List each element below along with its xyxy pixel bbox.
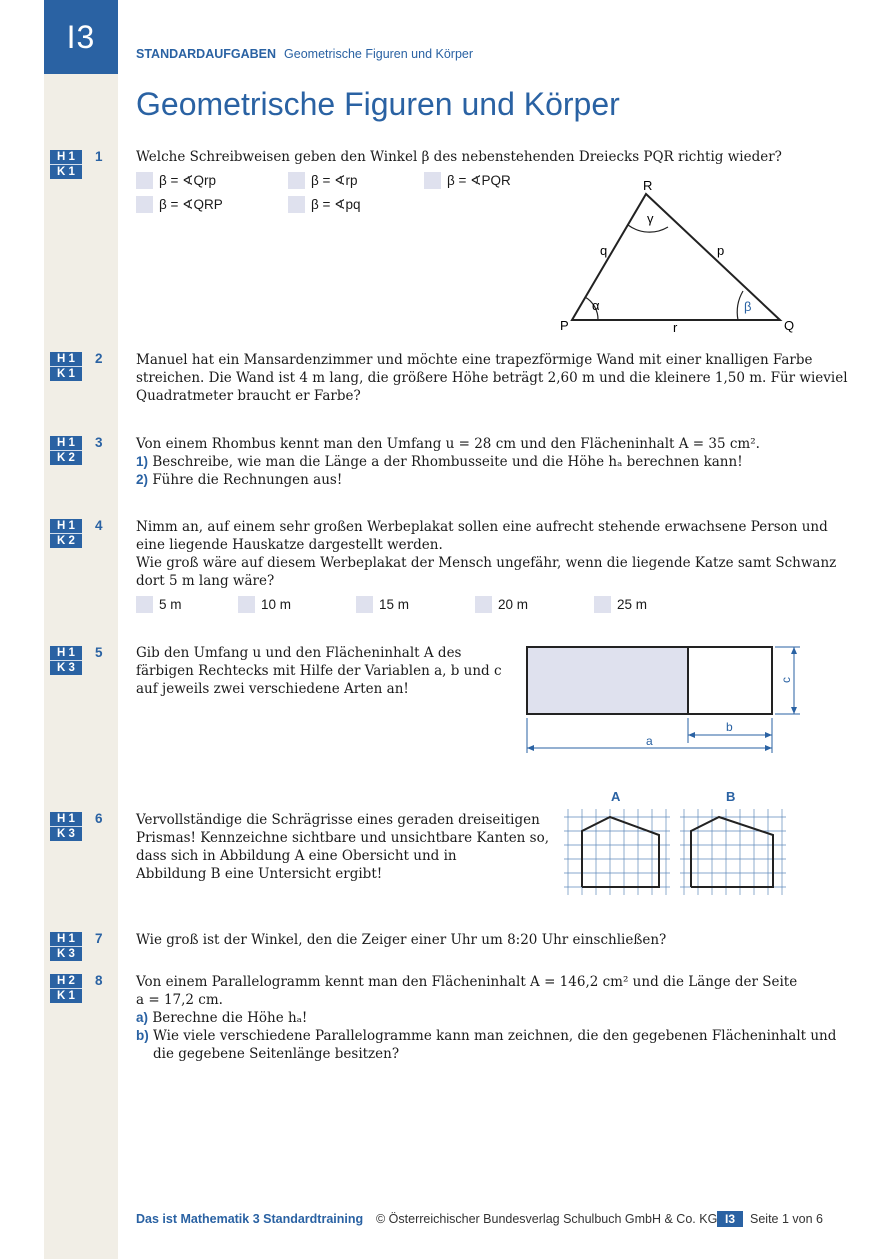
- chapter-tab: I3: [44, 0, 118, 74]
- footer-copyright: © Österreichischer Bundesverlag Schulbuch GmbH & Co. KG: [376, 1212, 718, 1226]
- task-1-option[interactable]: β = ∢PQR: [424, 172, 511, 189]
- task-8-badge: H 2 K 1: [50, 974, 82, 1003]
- task-1-option[interactable]: β = ∢Qrp: [136, 172, 216, 189]
- footer-page-number: Seite 1 von 6: [750, 1212, 823, 1226]
- task-7-text: Wie groß ist der Winkel, den die Zeiger einer Uhr um 8:20 Uhr einschließen?: [136, 932, 667, 948]
- task-3-badge: H 1 K 2: [50, 436, 82, 465]
- task-3-number: 3: [95, 435, 103, 450]
- task-5-number: 5: [95, 645, 103, 660]
- task-1-number: 1: [95, 149, 103, 164]
- side-p: p: [717, 243, 725, 258]
- header: [136, 47, 473, 61]
- task-1-badge: H 1 K 1: [50, 150, 82, 179]
- task-4-number: 4: [95, 518, 103, 533]
- task-4-text: Nimm an, auf einem sehr großen Werbeplakat sollen eine aufrecht stehende erwachsene Person und eine liegende Hauskatze dargestellt werden. Wie groß wäre auf diesem Werbeplakat der Mensch ungefähr, wenn die liegende Katze samt Schwanz dort 5 m lang wäre?: [136, 519, 837, 589]
- checkbox[interactable]: [424, 172, 441, 189]
- page-title: Geometrische Figuren und Körper: [136, 86, 620, 122]
- task-2-badge: H 1 K 1: [50, 352, 82, 381]
- task-4-option[interactable]: 25 m: [594, 596, 647, 613]
- task-2-number: 2: [95, 351, 103, 366]
- task-5-badge: H 1 K 3: [50, 646, 82, 675]
- label-c: c: [779, 677, 793, 683]
- section-label: STANDARDAUFGABEN: [136, 47, 277, 61]
- task-6-badge: H 1 K 3: [50, 812, 82, 841]
- vertex-Q: Q: [784, 318, 795, 333]
- checkbox[interactable]: [475, 596, 492, 613]
- footer-chapter-tab: I3: [717, 1211, 743, 1227]
- vertex-R: R: [643, 178, 653, 193]
- prism-grids: [560, 785, 790, 900]
- task-6-text: Vervollständige die Schrägrisse eines geraden dreiseitigen Prismas! Kennzeichne sichtbare und unsichtbare Kanten so, dass sich in Abbildung A eine Obersicht und in Abbildung B eine Untersicht ergibt!: [136, 812, 550, 882]
- checkbox[interactable]: [594, 596, 611, 613]
- task-3-text: Von einem Rhombus kennt man den Umfang u = 28 cm und den Flächeninhalt A = 35 cm². 1) Beschreibe, wie man die Länge a der Rhombusseite und die Höhe hₐ berechnen kann! 2) Führe die Rechnungen aus!: [136, 436, 760, 488]
- task-4-option[interactable]: 20 m: [475, 596, 528, 613]
- label-B: B: [726, 789, 736, 804]
- task-1-option[interactable]: β = ∢rp: [288, 172, 357, 189]
- side-strip: [44, 0, 118, 1259]
- checkbox[interactable]: [238, 596, 255, 613]
- task-4-option[interactable]: 15 m: [356, 596, 409, 613]
- label-a: a: [646, 734, 653, 748]
- angle-alpha: α: [592, 298, 600, 313]
- task-8-text: Von einem Parallelogramm kennt man den Flächeninhalt A = 146,2 cm² und die Länge der Seite a = 17,2 cm. a) Berechne die Höhe hₐ! b) Wie viele verschiedene Parallelogramme kann man zeichnen, die den gegebenen Flächeninhalt und die gegebene Seitenlänge besitzen?: [136, 974, 837, 1062]
- rectangle-figure: [520, 640, 810, 760]
- label-b: b: [726, 720, 733, 734]
- task-1-option[interactable]: β = ∢QRP: [136, 196, 223, 213]
- task-2-text: Manuel hat ein Mansardenzimmer und möchte eine trapezförmige Wand mit einer knalligen Farbe streichen. Die Wand ist 4 m lang, die größere Höhe beträgt 2,60 m und die kleinere 1,50 m. Für wieviel Quadratmeter braucht er Farbe?: [136, 352, 848, 404]
- task-7-badge: H 1 K 3: [50, 932, 82, 961]
- checkbox[interactable]: [288, 172, 305, 189]
- section-subtitle: Geometrische Figuren und Körper: [284, 47, 474, 61]
- checkbox[interactable]: [288, 196, 305, 213]
- task-1-text: Welche Schreibweisen geben den Winkel β des nebenstehenden Dreiecks PQR richtig wieder?: [136, 149, 782, 165]
- angle-beta: β: [744, 299, 752, 314]
- task-4-option[interactable]: 10 m: [238, 596, 291, 613]
- checkbox[interactable]: [136, 196, 153, 213]
- side-q: q: [600, 243, 608, 258]
- side-r: r: [673, 320, 678, 335]
- task-4-option[interactable]: 5 m: [136, 596, 182, 613]
- task-7-number: 7: [95, 931, 103, 946]
- task-1-option[interactable]: β = ∢pq: [288, 196, 360, 213]
- checkbox[interactable]: [356, 596, 373, 613]
- task-4-badge: H 1 K 2: [50, 519, 82, 548]
- footer-book-title: Das ist Mathematik 3 Standardtraining: [136, 1212, 364, 1226]
- checkbox[interactable]: [136, 172, 153, 189]
- label-A: A: [611, 789, 621, 804]
- triangle-figure: [550, 175, 810, 340]
- task-8-number: 8: [95, 973, 103, 988]
- task-6-number: 6: [95, 811, 103, 826]
- vertex-P: P: [560, 318, 569, 333]
- angle-gamma: γ: [647, 211, 654, 226]
- checkbox[interactable]: [136, 596, 153, 613]
- task-5-text: Gib den Umfang u und den Flächeninhalt A des färbigen Rechtecks mit Hilfe der Variablen a, b und c auf jeweils zwei verschiedene Arten an!: [136, 645, 502, 697]
